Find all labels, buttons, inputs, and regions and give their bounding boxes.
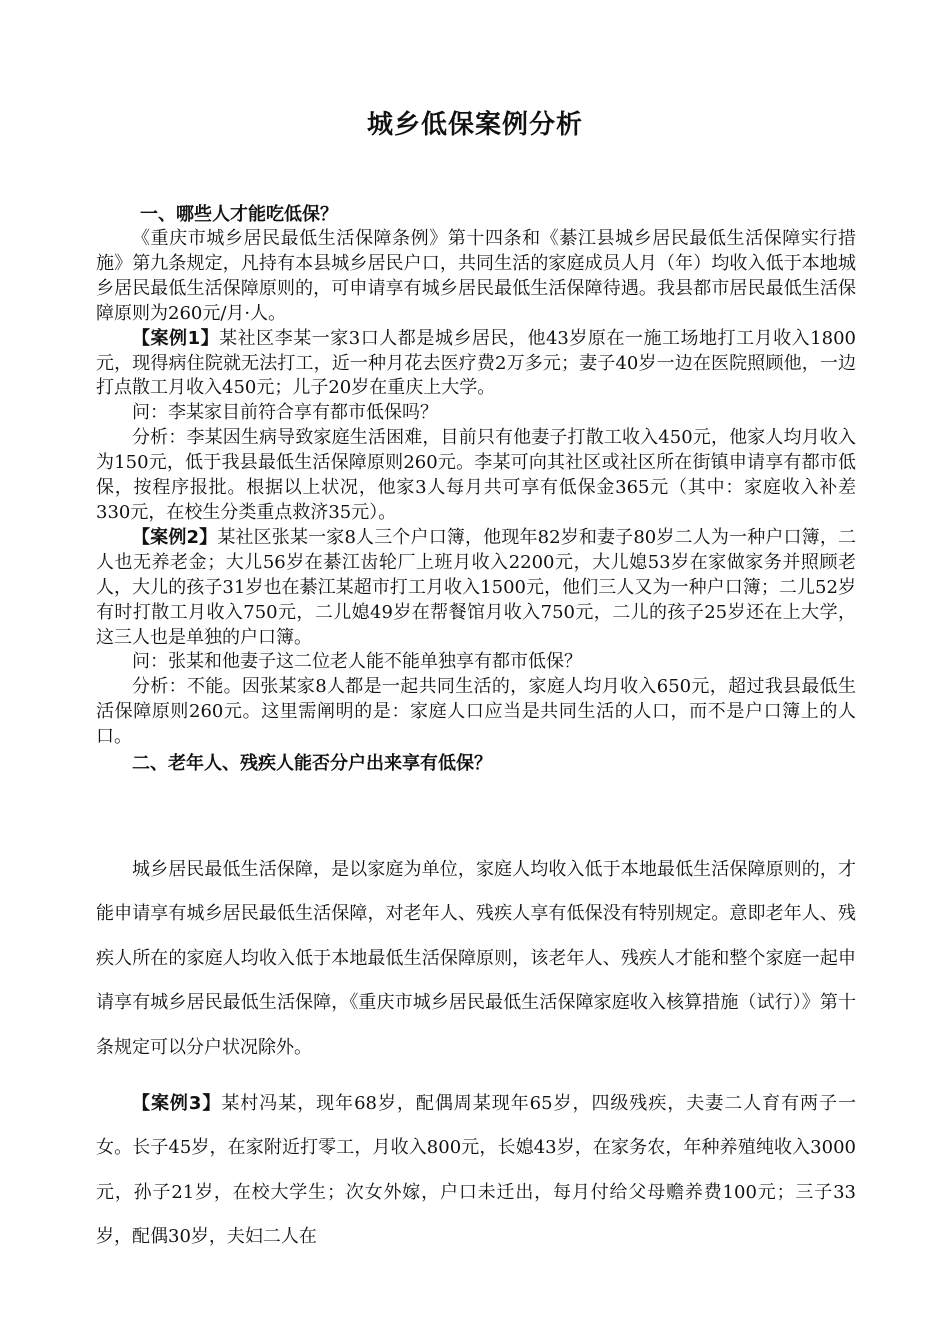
case-1-question: 问：李某家目前符合享有都市低保吗？ [132, 402, 438, 424]
document-title: 城乡低保案例分析 [366, 110, 583, 140]
section-1 [96, 203, 856, 778]
case-1-text: 某社区李某一家3口人都是城乡居民，他43岁原在一施工场地打工月收入1800元，现得病住院就无法打工，近一种月花去医疗费2万多元；妻子40岁一边在医院照顾他，一边打点散工月收入450元；儿子20岁在重庆上大学。 [96, 327, 856, 399]
case-2-label: 【案例2】 [132, 526, 218, 548]
case-2-question: 问：张某和他妻子这二位老人能不能单独享有都市低保？ [132, 651, 582, 673]
case-2 [96, 526, 856, 651]
case-3-text: 某村冯某，现年68岁，配偶周某现年65岁，四级残疾，夫妻二人育有两子一女。长子45岁，在家附近打零工，月收入800元，长媳43岁，在家务农，年种养殖纯收入3000元，孙子21岁，在校大学生；次女外嫁，户口未迁出，每月付给父母赡养费100元；三子33岁，配偶30岁，夫妇二人在 [96, 1093, 856, 1248]
case-3 [96, 1082, 856, 1260]
case-1-label: 【案例1】 [132, 327, 220, 349]
case-1 [96, 327, 856, 402]
section-1-heading: 一、哪些人才能吃低保？ [140, 204, 338, 225]
case-1-analysis: 分析：李某因生病导致家庭生活困难，目前只有他妻子打散工收入450元，他家人均月收入为150元，低于我县最低生活保障原则260元。李某可向其社区或社区所在街镇申请享有都市低保，按程序报批。根据以上状况，他家3人每月共可享有低保金365元（其中：家庭收入补差330元，在校生分类重点救济35元）。 [96, 427, 856, 523]
section-1-intro: 《重庆市城乡居民最低生活保障条例》第十四条和《綦江县城乡居民最低生活保障实行措施》第九条规定，凡持有本县城乡居民户口，共同生活的家庭成员人月（年）均收入低于本地城乡居民最低生活保障原则的，可申请享有城乡居民最低生活保障待遇。我县都市居民最低生活保障原则为260元/月·人。 [96, 228, 856, 324]
section-2-intro: 城乡居民最低生活保障，是以家庭为单位，家庭人均收入低于本地最低生活保障原则的，才能申请享有城乡居民最低生活保障，对老年人、残疾人享有低保没有特别规定。意即老年人、残疾人所在的家庭人均收入低于本地最低生活保障原则，该老年人、残疾人才能和整个家庭一起申请享有城乡居民最低生活保障，《重庆市城乡居民最低生活保障家庭收入核算措施（试行）》第十条规定可以分户状况除外。 [96, 859, 856, 1058]
case-3-label: 【案例3】 [132, 1093, 222, 1115]
case-2-analysis: 分析：不能。因张某家8人都是一起共同生活的，家庭人均月收入650元，超过我县最低生活保障原则260元。这里需阐明的是：家庭人口应当是共同生活的人口，而不是户口簿上的人口。 [96, 676, 856, 748]
section-2-heading: 二、老年人、残疾人能否分户出来享有低保？ [132, 753, 492, 775]
section-2 [96, 848, 856, 1260]
case-2-text: 某社区张某一家8人三个户口簿，他现年82岁和妻子80岁二人为一种户口簿，二人也无养老金；大儿56岁在綦江齿轮厂上班月收入2200元，大儿媳53岁在家做家务并照顾老人，大儿的孩子31岁也在綦江某超市打工月收入1500元，他们三人又为一种户口簿；二儿52岁有时打散工月收入750元，二儿媳49岁在帮餐馆月收入750元，二儿的孩子25岁还在上大学，这三人也是单独的户口簿。 [96, 526, 856, 648]
